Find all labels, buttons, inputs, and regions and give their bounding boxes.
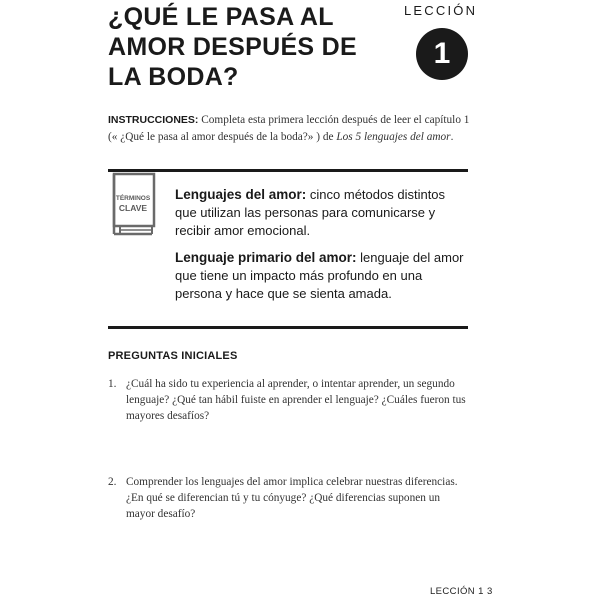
instructions-label: INSTRUCCIONES: [108,114,199,126]
footer-lesson-label: LECCIÓN 1 [430,586,484,597]
question-text: Comprender los lenguajes del amor implica celebrar nuestras diferencias. ¿En qué se diferencian tú y tu cónyuge? ¿Qué diferencias suponen un mayor desafío? [126,476,458,520]
instructions-text-end: . [450,131,454,143]
instructions-paragraph [108,112,473,146]
key-term-definition: cinco métodos distintos que utilizan las personas para comunicarse y recibir amor emocional. [175,187,446,238]
book-title: Los 5 lenguajes del amor [336,131,451,143]
lesson-title: ¿QUÉ LE PASA AL AMOR DESPUÉS DE LA BODA? [108,3,357,91]
divider-top [108,169,468,172]
key-terms-list [175,186,470,312]
lesson-number-badge [416,28,468,80]
question-number: 1. [108,378,117,390]
lesson-number: 1 [433,37,451,70]
key-terms-badge-line1: TÉRMINOS [115,195,151,202]
key-term-definition: lenguaje del amor que tiene un impacto más profundo en una persona y hace que se sienta amada. [175,250,464,301]
divider-middle [108,326,468,329]
instructions-text: Completa esta primera lección después de leer el capítulo 1 (« ¿Qué le pasa al amor después de la boda?» ) de [108,114,470,143]
key-term [175,186,470,240]
section-heading: PREGUNTAS INICIALES [108,350,238,362]
page-number: 3 [487,586,493,597]
key-terms-badge-line2: CLAVE [118,203,148,213]
question-text: ¿Cuál ha sido tu experiencia al aprender, o intentar aprender, un segundo lenguaje? ¿Qué tan hábil fuiste en aprender el lenguaje? ¿Cuáles fueron tus mayores desafíos? [126,378,466,422]
key-term [175,249,470,303]
key-term-name: Lenguajes del amor: [175,187,307,202]
question-number: 2. [108,476,117,488]
key-term-name: Lenguaje primario del amor: [175,250,357,265]
key-terms-badge [112,194,154,213]
lesson-label: LECCIÓN [404,3,478,18]
